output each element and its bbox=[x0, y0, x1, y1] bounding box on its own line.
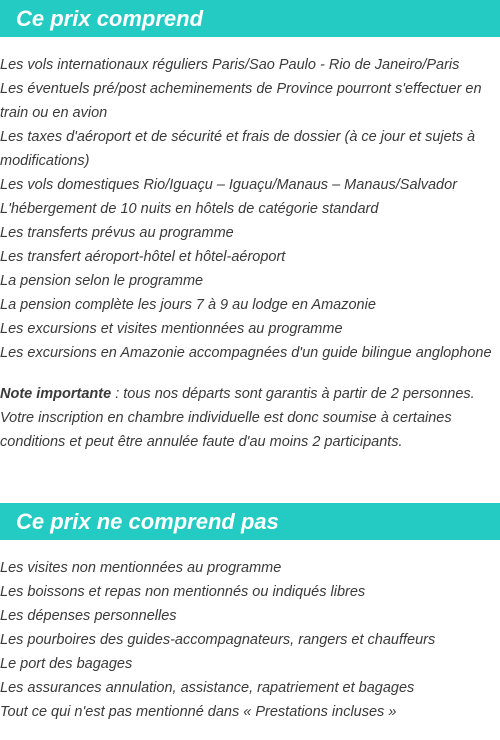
excluded-item: Les pourboires des guides-accompagnateurs, rangers et chauffeurs bbox=[0, 632, 436, 648]
included-item: La pension complète les jours 7 à 9 au lodge en Amazonie bbox=[0, 297, 376, 313]
included-item: Les transfert aéroport-hôtel et hôtel-aéroport bbox=[0, 249, 286, 265]
important-note-text: : tous nos départs sont garantis à partir de 2 personnes. Votre inscription en chambre individuelle est donc soumise à certaines conditions et peut être annulée faute d'au moins 2 participants. bbox=[0, 386, 475, 450]
excluded-title: Ce prix ne comprend pas bbox=[16, 509, 279, 534]
excluded-item: Les boissons et repas non mentionnés ou indiqués libres bbox=[0, 584, 366, 600]
excluded-list bbox=[0, 556, 500, 724]
included-item: La pension selon le programme bbox=[0, 273, 204, 289]
excluded-item: Les dépenses personnelles bbox=[0, 608, 177, 624]
included-title: Ce prix comprend bbox=[16, 6, 204, 31]
excluded-item: Les assurances annulation, assistance, rapatriement et bagages bbox=[0, 680, 415, 696]
included-item: L'hébergement de 10 nuits en hôtels de catégorie standard bbox=[0, 201, 379, 217]
included-item: Les excursions en Amazonie accompagnées d'un guide bilingue anglophone bbox=[0, 345, 492, 361]
important-note-label: Note importante bbox=[0, 386, 112, 402]
excluded-item: Le port des bagages bbox=[0, 656, 133, 672]
included-section-header bbox=[0, 0, 500, 37]
included-list bbox=[0, 53, 500, 365]
included-item: Les éventuels pré/post acheminements de Province pourront s'effectuer en train ou en avion bbox=[0, 81, 482, 121]
excluded-item: Tout ce qui n'est pas mentionné dans « Prestations incluses » bbox=[0, 704, 397, 720]
excluded-item: Les visites non mentionnées au programme bbox=[0, 560, 282, 576]
included-item: Les taxes d'aéroport et de sécurité et frais de dossier (à ce jour et sujets à modifications) bbox=[0, 129, 476, 169]
included-item: Les transferts prévus au programme bbox=[0, 225, 234, 241]
excluded-section-header bbox=[0, 503, 500, 540]
important-note bbox=[0, 382, 500, 454]
included-item: Les vols domestiques Rio/Iguaçu – Iguaçu/Manaus – Manaus/Salvador bbox=[0, 177, 458, 193]
included-item: Les vols internationaux réguliers Paris/Sao Paulo - Rio de Janeiro/Paris bbox=[0, 57, 460, 73]
included-item: Les excursions et visites mentionnées au programme bbox=[0, 321, 343, 337]
